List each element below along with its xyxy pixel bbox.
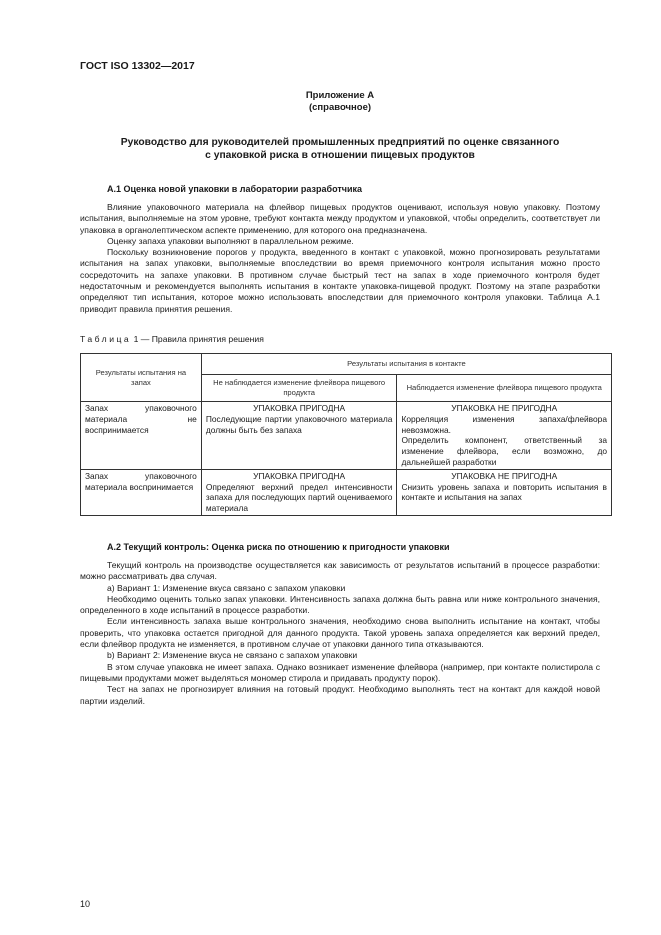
verdict-unsuitable: УПАКОВКА НЕ ПРИГОДНА (451, 403, 558, 413)
paragraph: Оценку запаха упаковки выполняют в параллельном режиме. (107, 235, 354, 246)
verdict-suitable: УПАКОВКА ПРИГОДНА (253, 470, 346, 481)
paragraph: Поскольку возникновение порогов у продукта, введенного в контакт с упаковкой, можно прогнозировать результатами испытания на запах упаковки, выполняемые впоследствии во время приемочного контроля испытания можно просто сосредоточить на запахе упаковки. В противном случае быстрый тест на запах в ходе приемочного контроля будет недостаточным и рекомендуется выполнять испытания в контакте упаковка-пищевой продукт. Поэтому на этапе разработки определяют тип испытания, которое можно использовать впоследствии для приемочного контроля упаковки. Таблица А.1 приводит правила принятия решения. (80, 247, 600, 314)
paragraph: Тест на запах не прогнозирует влияния на готовый продукт. Необходимо выполнять тест на контакт для каждой новой партии изделий. (80, 684, 600, 706)
cell-suitable (201, 469, 397, 515)
table-row (81, 469, 612, 515)
header-flavor-change: Наблюдается изменение флейвора пищевого продукта (397, 375, 612, 402)
cell-suitable (201, 402, 397, 470)
appendix-heading (80, 90, 600, 114)
table-header-row (81, 354, 612, 375)
row-label: Запах упаковочного материала воспринимается (81, 469, 202, 515)
row-label: Запах упаковочного материала не воспринимается (81, 402, 202, 470)
main-title-line-2: с упаковкой риска в отношении пищевых продуктов (205, 150, 475, 161)
section-a2-body (80, 560, 600, 707)
paragraph: Необходимо оценить только запах упаковки. Интенсивность запаха должна быть равна или ниже контрольного значения, определенного в ходе испытаний в процессе разработки. (80, 593, 600, 616)
header-odor-results: Результаты испытания на запах (81, 354, 202, 402)
document-code: ГОСТ ISO 13302—2017 (80, 60, 195, 72)
section-a1-body (80, 202, 600, 315)
verdict-note: Корреляция изменения запаха/флейвора невозможна. (401, 413, 607, 435)
paragraph: b) Вариант 2: Изменение вкуса не связано с запахом упаковки (107, 650, 358, 661)
section-a2-heading: А.2 Текущий контроль: Оценка риска по отношению к пригодности упаковки (107, 542, 450, 552)
paragraph: Текущий контроль на производстве осуществляется как зависимость от результатов испытаний в процессе разработки: можно рассматривать два случая. (80, 560, 600, 582)
table-caption-text: 1 — Правила принятия решения (131, 334, 264, 344)
table-caption-label: Таблица (80, 334, 132, 344)
cell-unsuitable (397, 469, 612, 515)
page-number: 10 (80, 899, 91, 909)
cell-unsuitable (397, 402, 612, 470)
main-title (80, 136, 600, 162)
decision-rules-table (80, 353, 612, 516)
paragraph: а) Вариант 1: Изменение вкуса связано с запахом упаковки (107, 582, 346, 593)
paragraph: Влияние упаковочного материала на флейвор пищевых продуктов оценивают, используя новую упаковку. Поэтому испытания, выполняемые на этом уровне, требуют контакта между продуктом и упаковкой, чтобы определить, соответствует ли упаковка в органолептическом аспекте применению, для которого она предназначена. (80, 202, 600, 235)
verdict-unsuitable: УПАКОВКА НЕ ПРИГОДНА (451, 470, 558, 481)
appendix-subtitle: (справочное) (308, 102, 372, 113)
appendix-title: Приложение А (305, 90, 375, 101)
verdict-note: Определяют верхний предел интенсивности запаха для последующих партий оцениваемого материала (205, 481, 393, 514)
verdict-suitable: УПАКОВКА ПРИГОДНА (253, 403, 346, 413)
section-a1-heading: А.1 Оценка новой упаковки в лаборатории разработчика (107, 184, 363, 194)
verdict-note-2: Определить компонент, ответственный за изменение флейвора, если возможно, до дальнейшей разработки (401, 435, 607, 467)
verdict-note: Снизить уровень запаха и повторить испытания в контакте и испытания на запах (401, 481, 607, 503)
main-title-line-1: Руководство для руководителей промышленных предприятий по оценке связанного (120, 137, 560, 148)
table-caption (80, 334, 264, 344)
header-no-flavor-change: Не наблюдается изменение флейвора пищевого продукта (201, 375, 397, 402)
table-row (81, 402, 612, 470)
verdict-note: Последующие партии упаковочного материала должны быть без запаха (205, 413, 393, 435)
paragraph: Если интенсивность запаха выше контрольного значения, необходимо снова выполнить испытание на контакт, чтобы проверить, что упаковка остается пригодной для данного продукта. Такой уровень запаха определяется как верхний предел, если флейвор продукта не изменяется, в противном случае от упаковки данного типа отказываются. (80, 616, 600, 650)
paragraph: В этом случае упаковка не имеет запаха. Однако возникает изменение флейвора (например, при контакте полистирола с пищевыми продуктами может выделяться мономер стирола и придавать продукту порок). (80, 661, 600, 683)
header-contact-results: Результаты испытания в контакте (201, 354, 611, 375)
